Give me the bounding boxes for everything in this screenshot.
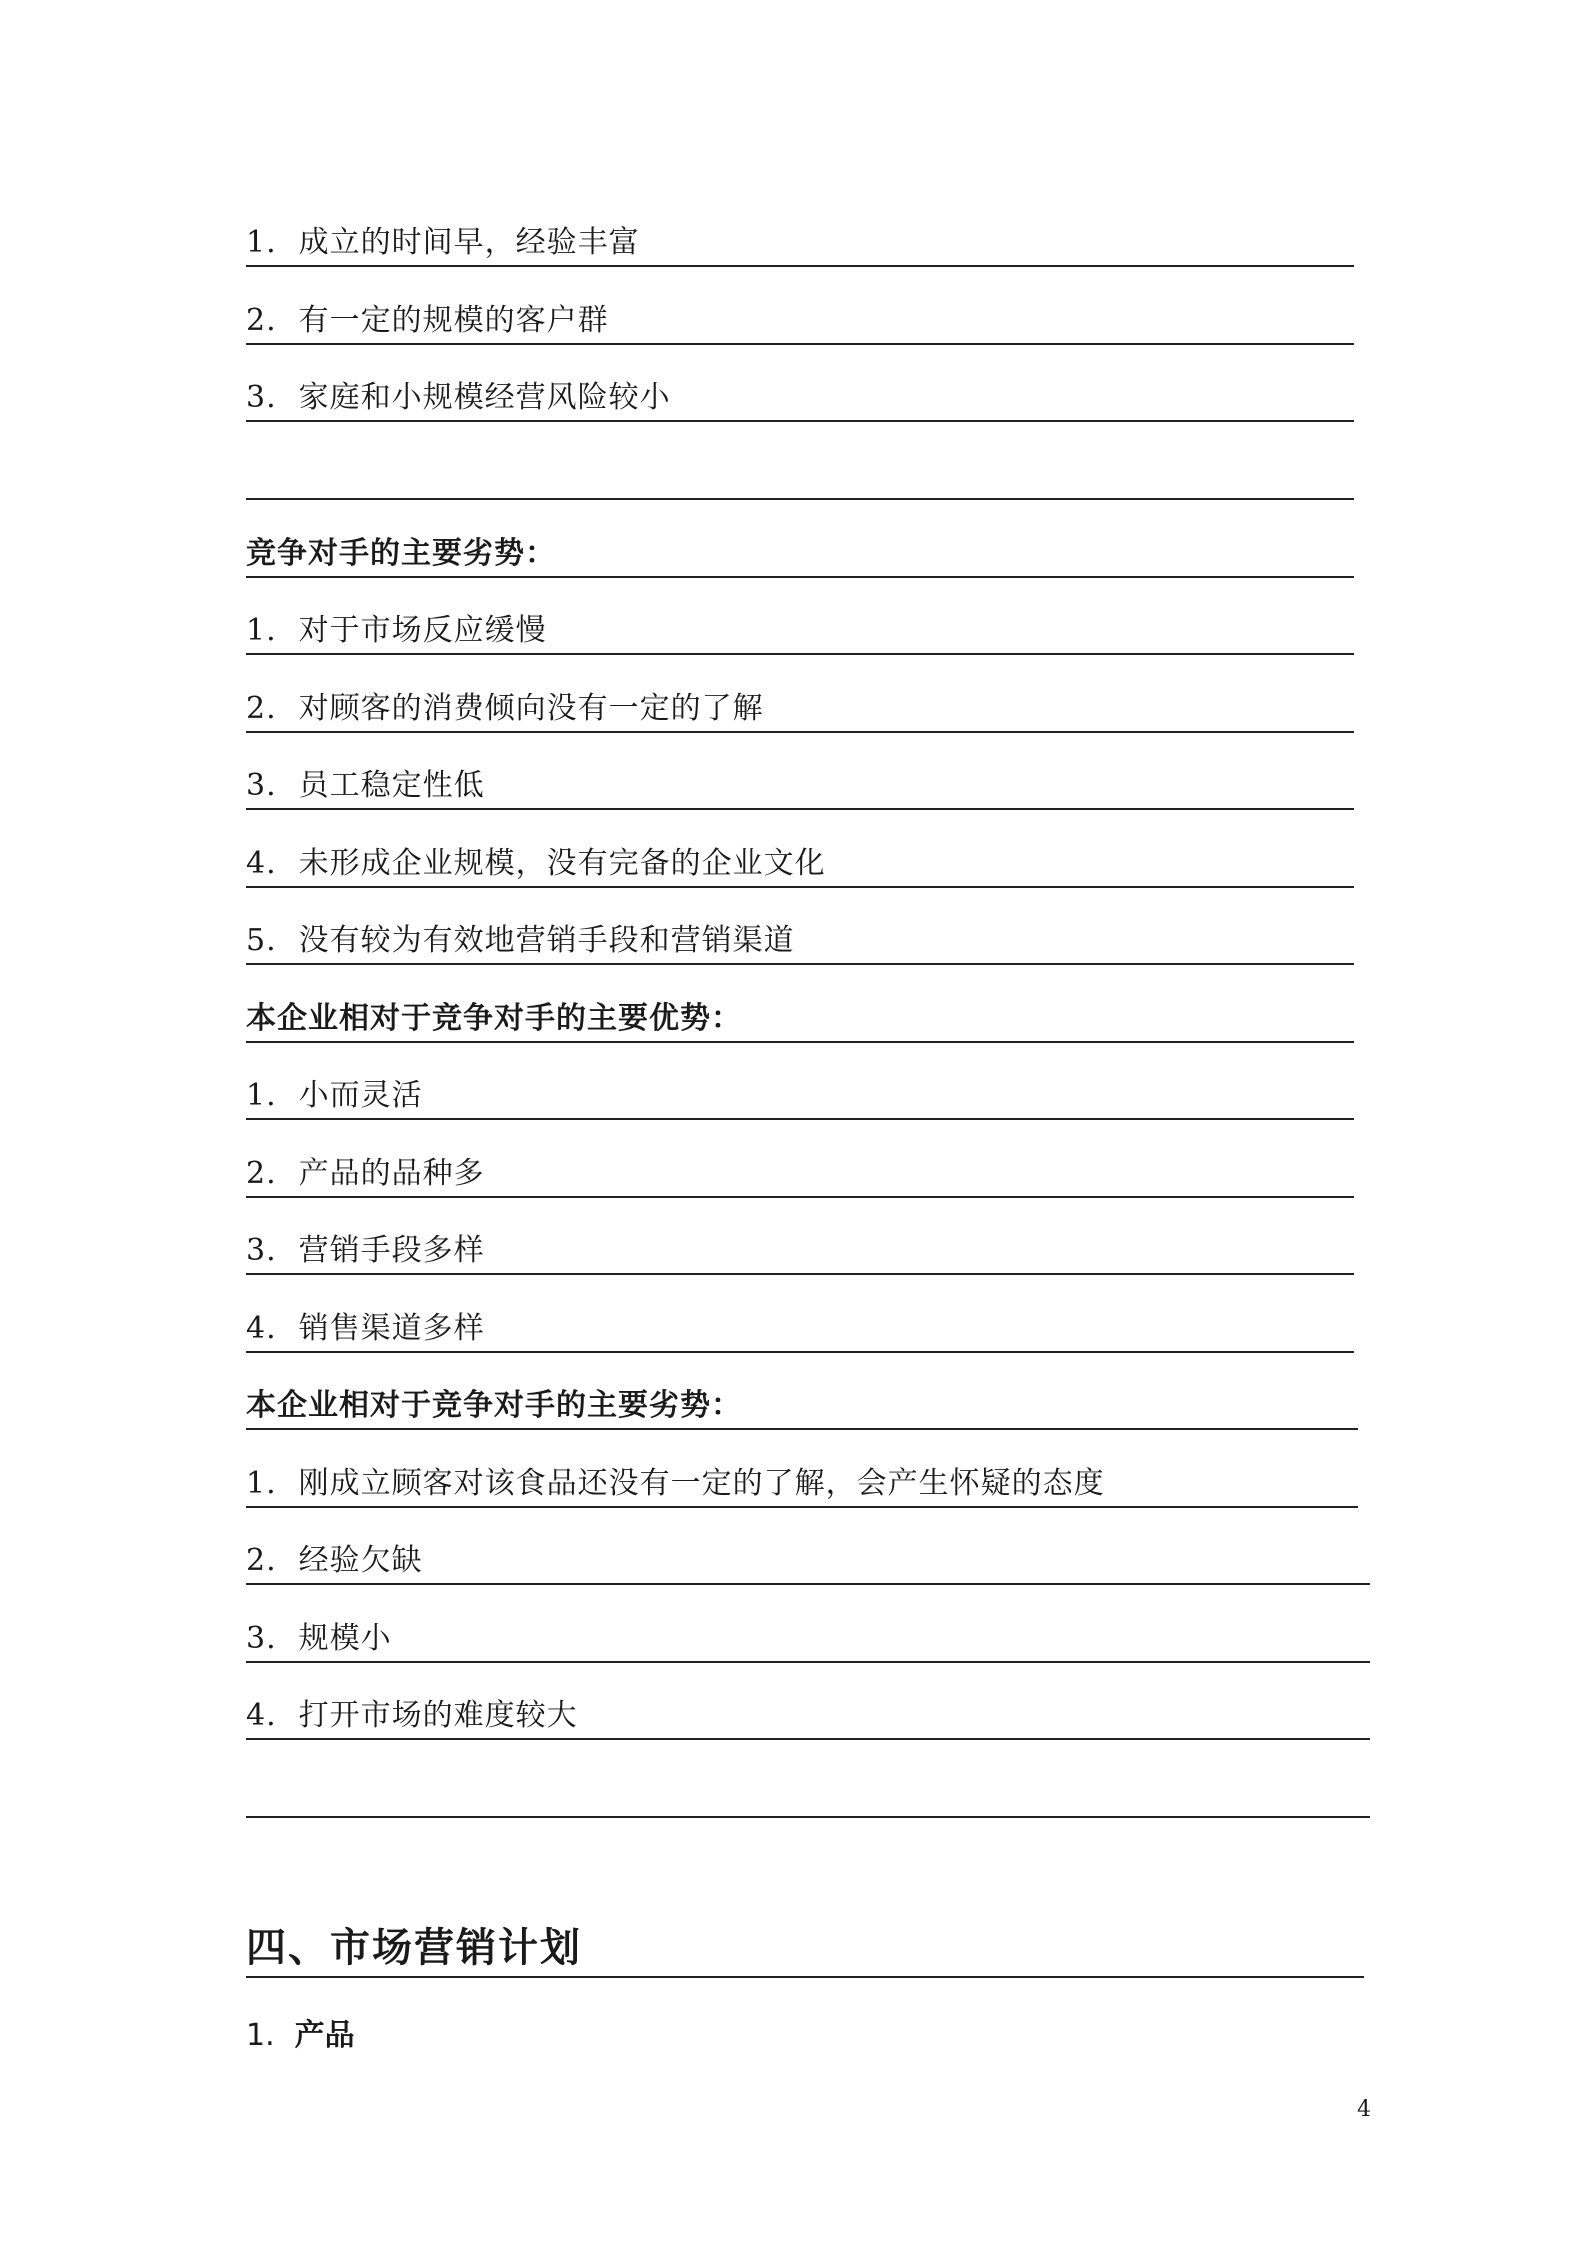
subsection-heading: 1. 产品	[246, 2018, 355, 2053]
blank-line	[246, 423, 1354, 500]
list-item: 4. 打开市场的难度较大	[246, 1663, 1370, 1740]
list-item: 2. 有一定的规模的客户群	[246, 268, 1354, 345]
list-item: 4. 销售渠道多样	[246, 1276, 1354, 1353]
section-heading-our-strengths: 本企业相对于竞争对手的主要优势：	[246, 966, 1354, 1043]
list-item: 1. 小而灵活	[246, 1043, 1354, 1120]
list-item: 3. 规模小	[246, 1586, 1370, 1663]
section-heading-competitor-weakness: 竞争对手的主要劣势：	[246, 501, 1354, 578]
list-item: 5. 没有较为有效地营销手段和营销渠道	[246, 888, 1354, 965]
list-item: 3. 家庭和小规模经营风险较小	[246, 345, 1354, 422]
list-item: 2. 经验欠缺	[246, 1508, 1370, 1585]
blank-line	[246, 1741, 1370, 1818]
list-item: 1. 对于市场反应缓慢	[246, 578, 1354, 655]
list-item: 4. 未形成企业规模，没有完备的企业文化	[246, 811, 1354, 888]
page-number: 4	[1357, 2097, 1371, 2122]
list-item: 1. 成立的时间早，经验丰富	[246, 190, 1354, 267]
list-item: 2. 产品的品种多	[246, 1121, 1354, 1198]
section-heading-our-weakness: 本企业相对于竞争对手的主要劣势：	[246, 1353, 1358, 1430]
list-item: 3. 员工稳定性低	[246, 733, 1354, 810]
list-item: 2. 对顾客的消费倾向没有一定的了解	[246, 656, 1354, 733]
list-item: 1. 刚成立顾客对该食品还没有一定的了解，会产生怀疑的态度	[246, 1431, 1358, 1508]
section-title: 四、市场营销计划	[246, 1914, 1364, 1978]
list-item: 3. 营销手段多样	[246, 1198, 1354, 1275]
